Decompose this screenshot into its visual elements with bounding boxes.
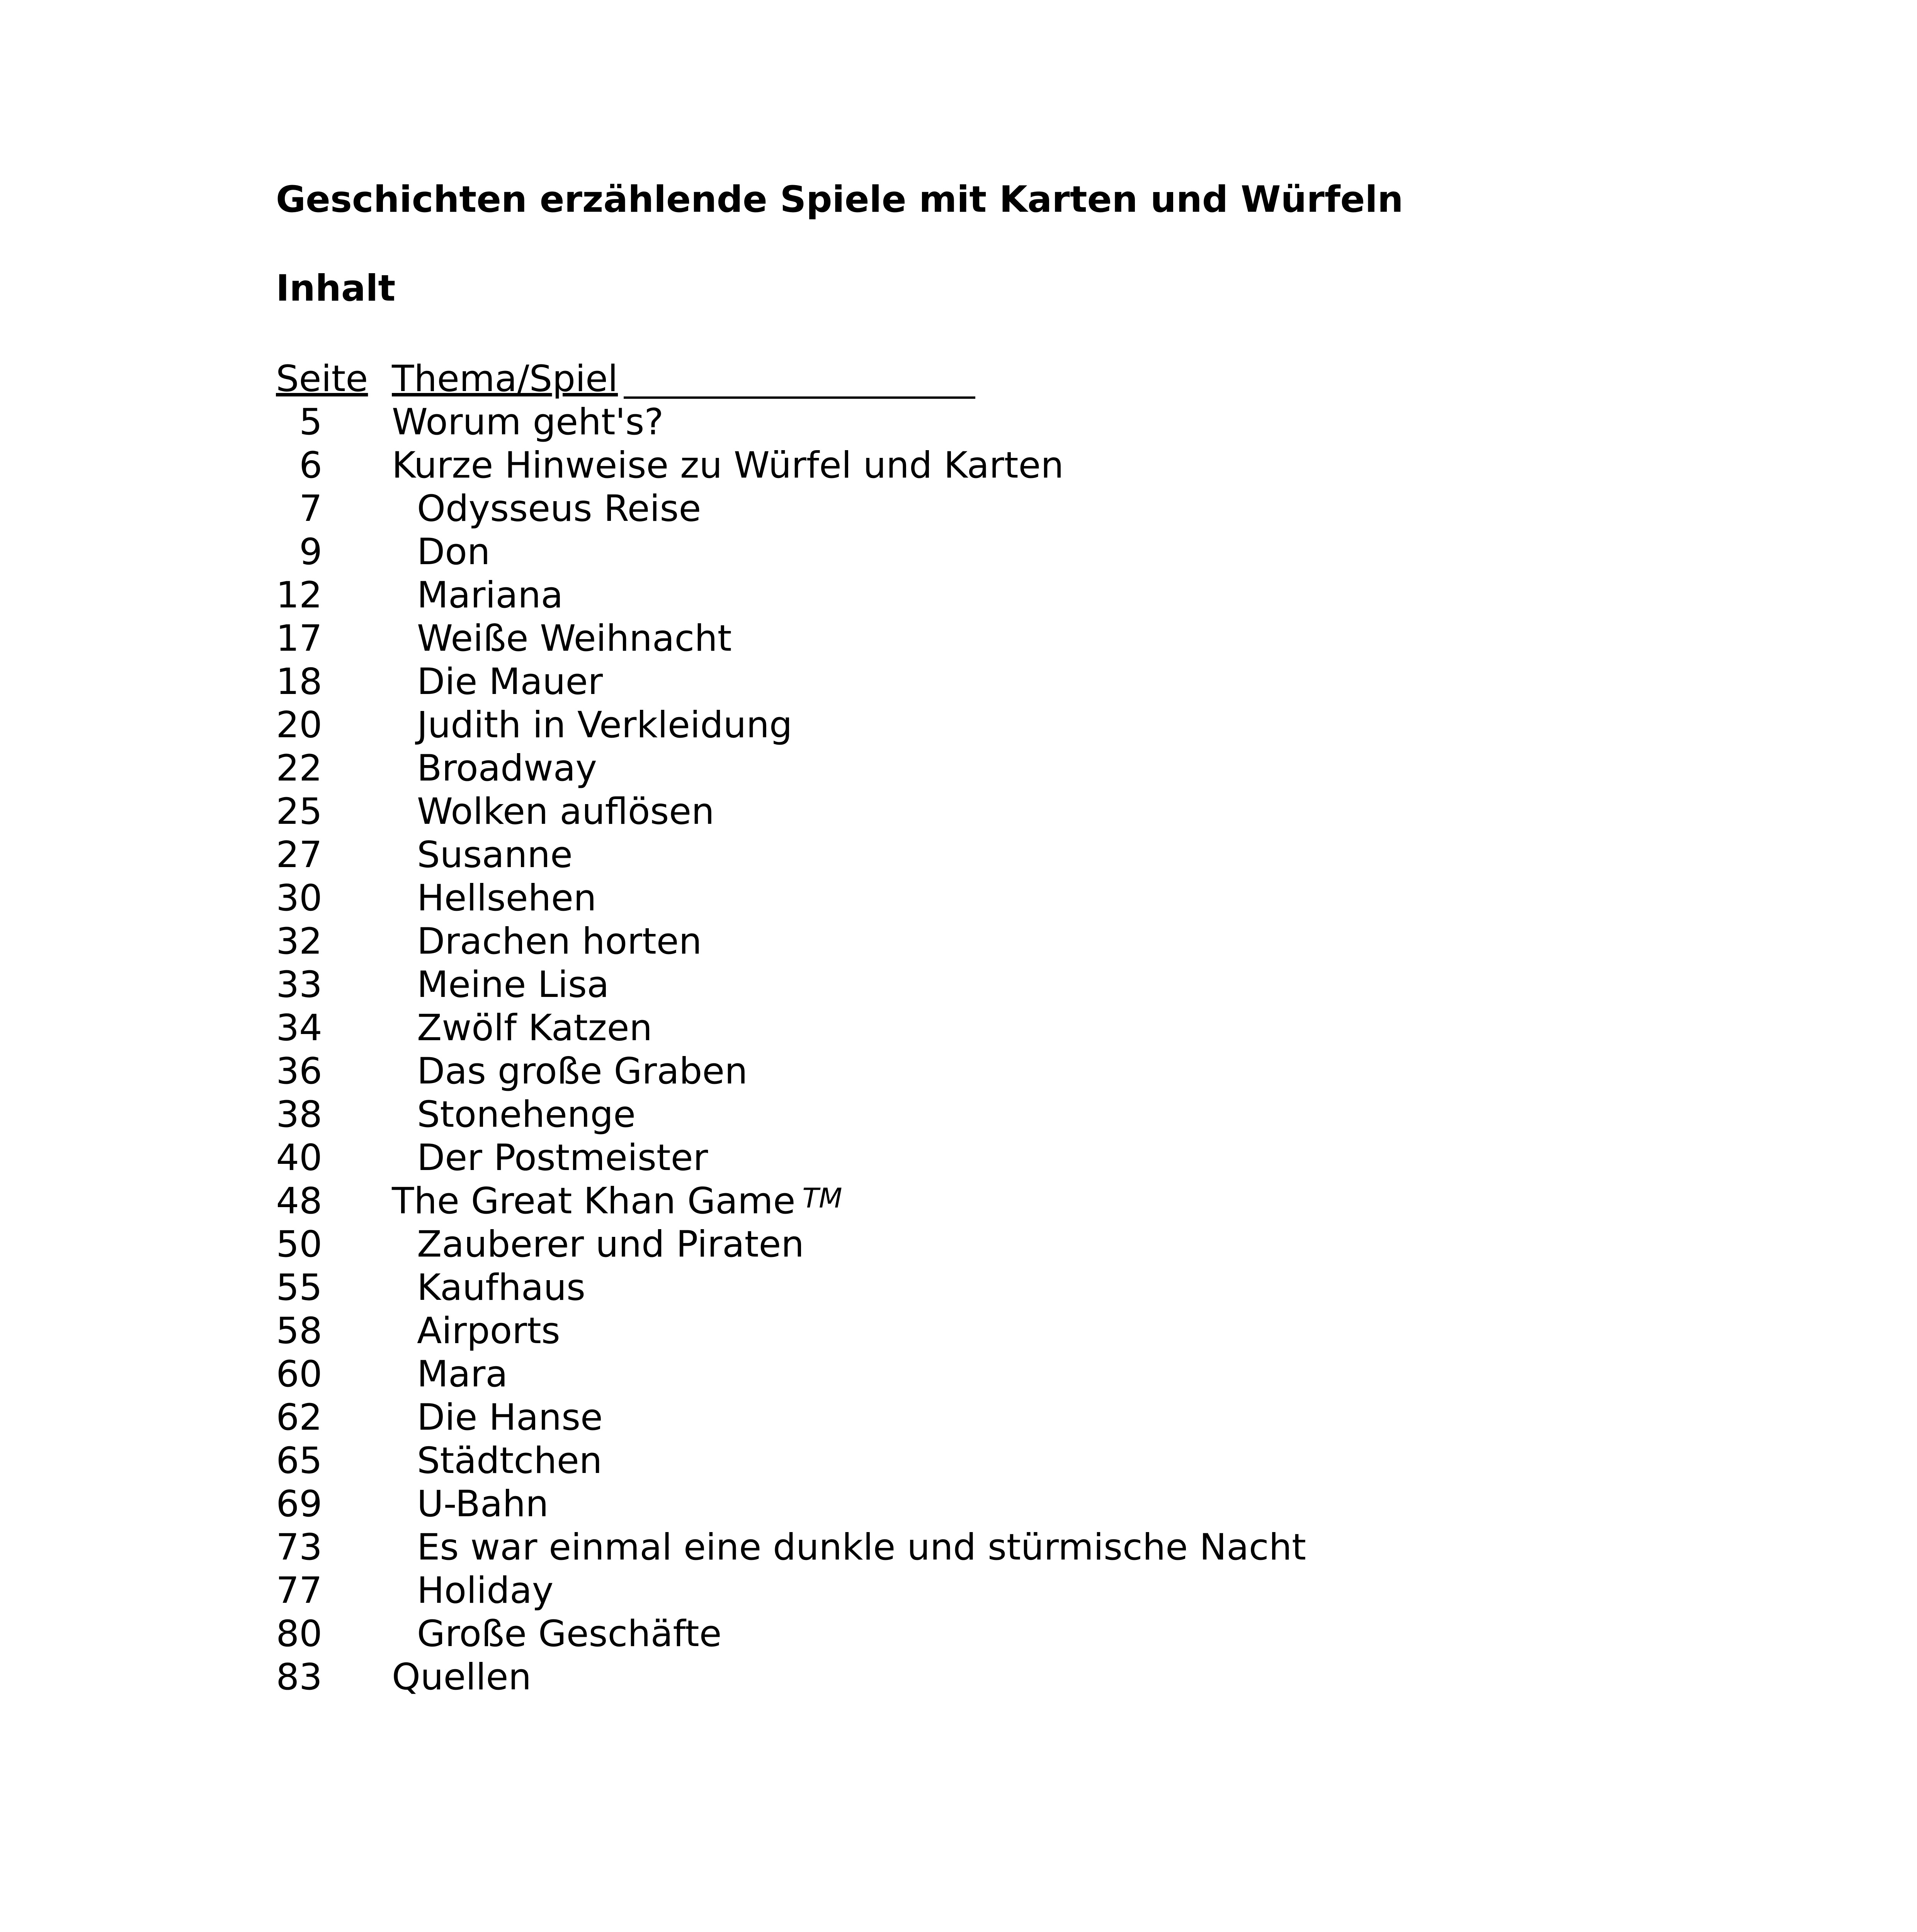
- toc-entry-title: [322, 833, 573, 877]
- toc-entry-page: 55: [276, 1267, 322, 1309]
- toc-entry-title-text: Mariana: [417, 574, 563, 616]
- toc-entry-title: [322, 1526, 1306, 1569]
- toc-entry-title-text: Mara: [417, 1353, 508, 1395]
- toc-entry: [276, 1439, 1306, 1483]
- toc-entry-page: 17: [276, 617, 322, 660]
- toc-entry-title: [322, 1136, 708, 1180]
- toc-entry: [276, 444, 1306, 487]
- toc-entry-title: [322, 1266, 585, 1310]
- toc-entry-title-text: Airports: [417, 1310, 560, 1352]
- toc-entry-page: 80: [276, 1613, 322, 1655]
- toc-entry: [276, 531, 1306, 574]
- toc-entry-title: [322, 1439, 602, 1483]
- toc-entry-title: [322, 617, 732, 660]
- toc-header: [276, 357, 618, 401]
- toc-entry-title: [322, 790, 714, 833]
- toc-entry-page: 20: [276, 704, 322, 746]
- toc-entry-title-text: Quellen: [392, 1656, 532, 1698]
- toc-entry-title: [322, 747, 597, 790]
- toc-entry-title: [322, 1050, 748, 1093]
- toc-entry: [276, 704, 1306, 747]
- toc-entry-page: 9: [299, 531, 322, 573]
- toc-entry: [276, 1180, 1306, 1223]
- toc-entry-title: [322, 963, 609, 1007]
- trademark-mark: TM: [802, 1182, 842, 1214]
- toc-entry: [276, 617, 1306, 660]
- toc-entry: [276, 1353, 1306, 1396]
- toc-entry-title-text: Die Mauer: [417, 661, 603, 703]
- toc-entry: [276, 1526, 1306, 1569]
- toc-entry: [276, 963, 1306, 1007]
- toc-entry-title: [322, 1569, 553, 1612]
- toc-entry-page: 18: [276, 661, 322, 703]
- toc-entry-page: 83: [276, 1656, 322, 1698]
- toc-entry-title-text: Judith in Verkleidung: [417, 704, 793, 746]
- toc-entry: [276, 877, 1306, 920]
- toc-entry-page: 36: [276, 1050, 322, 1092]
- toc-entry-title: [322, 1223, 804, 1266]
- toc-entry-title-text: Kurze Hinweise zu Würfel und Karten: [392, 444, 1064, 486]
- toc-entry-title-text: Don: [417, 531, 490, 573]
- toc-entry-page: 50: [276, 1223, 322, 1265]
- toc-entry-page: 6: [299, 444, 322, 486]
- toc-entry-title-text: Meine Lisa: [417, 964, 609, 1006]
- toc-entry: [276, 1050, 1306, 1093]
- toc-entry: [276, 487, 1306, 531]
- toc-entry-title: [322, 1612, 722, 1656]
- toc-entry-page: 22: [276, 747, 322, 789]
- toc-entry-title: [322, 1180, 842, 1223]
- toc-entry-title-text: Der Postmeister: [417, 1137, 708, 1179]
- toc-entry: [276, 1310, 1306, 1353]
- toc-entry-title-text: Das große Graben: [417, 1050, 748, 1092]
- toc-entry-title-text: Worum geht's?: [392, 401, 664, 443]
- toc-entry-title-text: Zauberer und Piraten: [417, 1223, 804, 1265]
- toc-entry-page: 48: [276, 1180, 322, 1222]
- toc-entry-title: [322, 1656, 531, 1699]
- toc-entry: [276, 1396, 1306, 1439]
- toc-entry: [276, 574, 1306, 617]
- toc-entry-page: 73: [276, 1526, 322, 1568]
- toc-entry-title-text: Drachen horten: [417, 920, 702, 963]
- toc-entry: [276, 1612, 1306, 1656]
- toc-entry-page: 69: [276, 1483, 322, 1525]
- toc-entry-title-text: Große Geschäfte: [417, 1613, 722, 1655]
- toc-entry: [276, 1656, 1306, 1699]
- toc-entry-title-text: Susanne: [417, 834, 573, 876]
- toc-entry-page: 58: [276, 1310, 322, 1352]
- document-title: Geschichten erzählende Spiele mit Karten und Würfeln: [276, 179, 1403, 221]
- toc-entry-title: [322, 660, 603, 704]
- toc-entry-page: 27: [276, 834, 322, 876]
- toc-entry-title-text: The Great Khan Game: [392, 1180, 796, 1222]
- toc-entry: [276, 660, 1306, 704]
- toc-entry-title-text: Es war einmal eine dunkle und stürmische Nacht: [417, 1526, 1306, 1568]
- toc-entry-title: [322, 877, 597, 920]
- toc-entry: [276, 1136, 1306, 1180]
- toc-entry-title-text: Hellsehen: [417, 877, 597, 919]
- toc-entry: [276, 790, 1306, 833]
- toc-entry: [276, 747, 1306, 790]
- toc-entry-page: 77: [276, 1570, 322, 1612]
- section-title: Inhalt: [276, 267, 396, 310]
- toc-entry-page: 25: [276, 791, 322, 833]
- toc-entry-title-text: Zwölf Katzen: [417, 1007, 653, 1049]
- toc-entry: [276, 1007, 1306, 1050]
- toc-entry-title: [322, 704, 792, 747]
- toc-entry-page: 60: [276, 1353, 322, 1395]
- toc-entry: [276, 1266, 1306, 1310]
- toc-entry-page: 5: [299, 401, 322, 443]
- toc-entry-page: 62: [276, 1396, 322, 1439]
- table-of-contents: [276, 401, 1306, 1699]
- toc-entry-title-text: Stonehenge: [417, 1094, 636, 1136]
- toc-entry-page: 7: [299, 488, 322, 530]
- toc-entry-title: [322, 531, 490, 574]
- toc-entry: [276, 1223, 1306, 1266]
- toc-entry-page: 38: [276, 1094, 322, 1136]
- toc-entry-title: [322, 1396, 603, 1439]
- toc-entry-title: [322, 574, 563, 617]
- toc-entry-title-text: U-Bahn: [417, 1483, 549, 1525]
- toc-entry-title: [322, 1310, 560, 1353]
- toc-entry-title-text: Wolken auflösen: [417, 791, 714, 833]
- toc-entry-title-text: Holiday: [417, 1570, 554, 1612]
- toc-entry-title-text: Städtchen: [417, 1440, 602, 1482]
- toc-header-topic-label: Thema/Spiel: [392, 358, 618, 400]
- toc-entry-title-text: Kaufhaus: [417, 1267, 585, 1309]
- toc-entry: [276, 1093, 1306, 1136]
- toc-entry-title: [322, 444, 1064, 487]
- toc-entry-title-text: Odysseus Reise: [417, 488, 701, 530]
- toc-entry-title: [322, 401, 663, 444]
- toc-entry-title-text: Broadway: [417, 747, 597, 789]
- toc-entry: [276, 401, 1306, 444]
- toc-entry: [276, 920, 1306, 963]
- toc-entry-page: 65: [276, 1440, 322, 1482]
- toc-entry-title: [322, 1093, 636, 1136]
- toc-entry-page: 32: [276, 920, 322, 963]
- toc-entry-title: [322, 1483, 549, 1526]
- toc-header-page-label: Seite: [276, 358, 368, 400]
- toc-entry: [276, 1569, 1306, 1612]
- toc-entry-title: [322, 920, 702, 963]
- toc-entry-page: 30: [276, 877, 322, 919]
- toc-entry-page: 33: [276, 964, 322, 1006]
- toc-entry-page: 12: [276, 574, 322, 616]
- header-underline-rule: [624, 396, 975, 399]
- toc-entry-title-text: Weiße Weihnacht: [417, 617, 732, 660]
- toc-entry-title: [322, 1353, 508, 1396]
- toc-entry-title: [322, 487, 701, 531]
- toc-entry: [276, 833, 1306, 877]
- toc-entry: [276, 1483, 1306, 1526]
- toc-entry-title: [322, 1007, 652, 1050]
- toc-entry-page: 34: [276, 1007, 322, 1049]
- toc-entry-page: 40: [276, 1137, 322, 1179]
- toc-entry-title-text: Die Hanse: [417, 1396, 603, 1439]
